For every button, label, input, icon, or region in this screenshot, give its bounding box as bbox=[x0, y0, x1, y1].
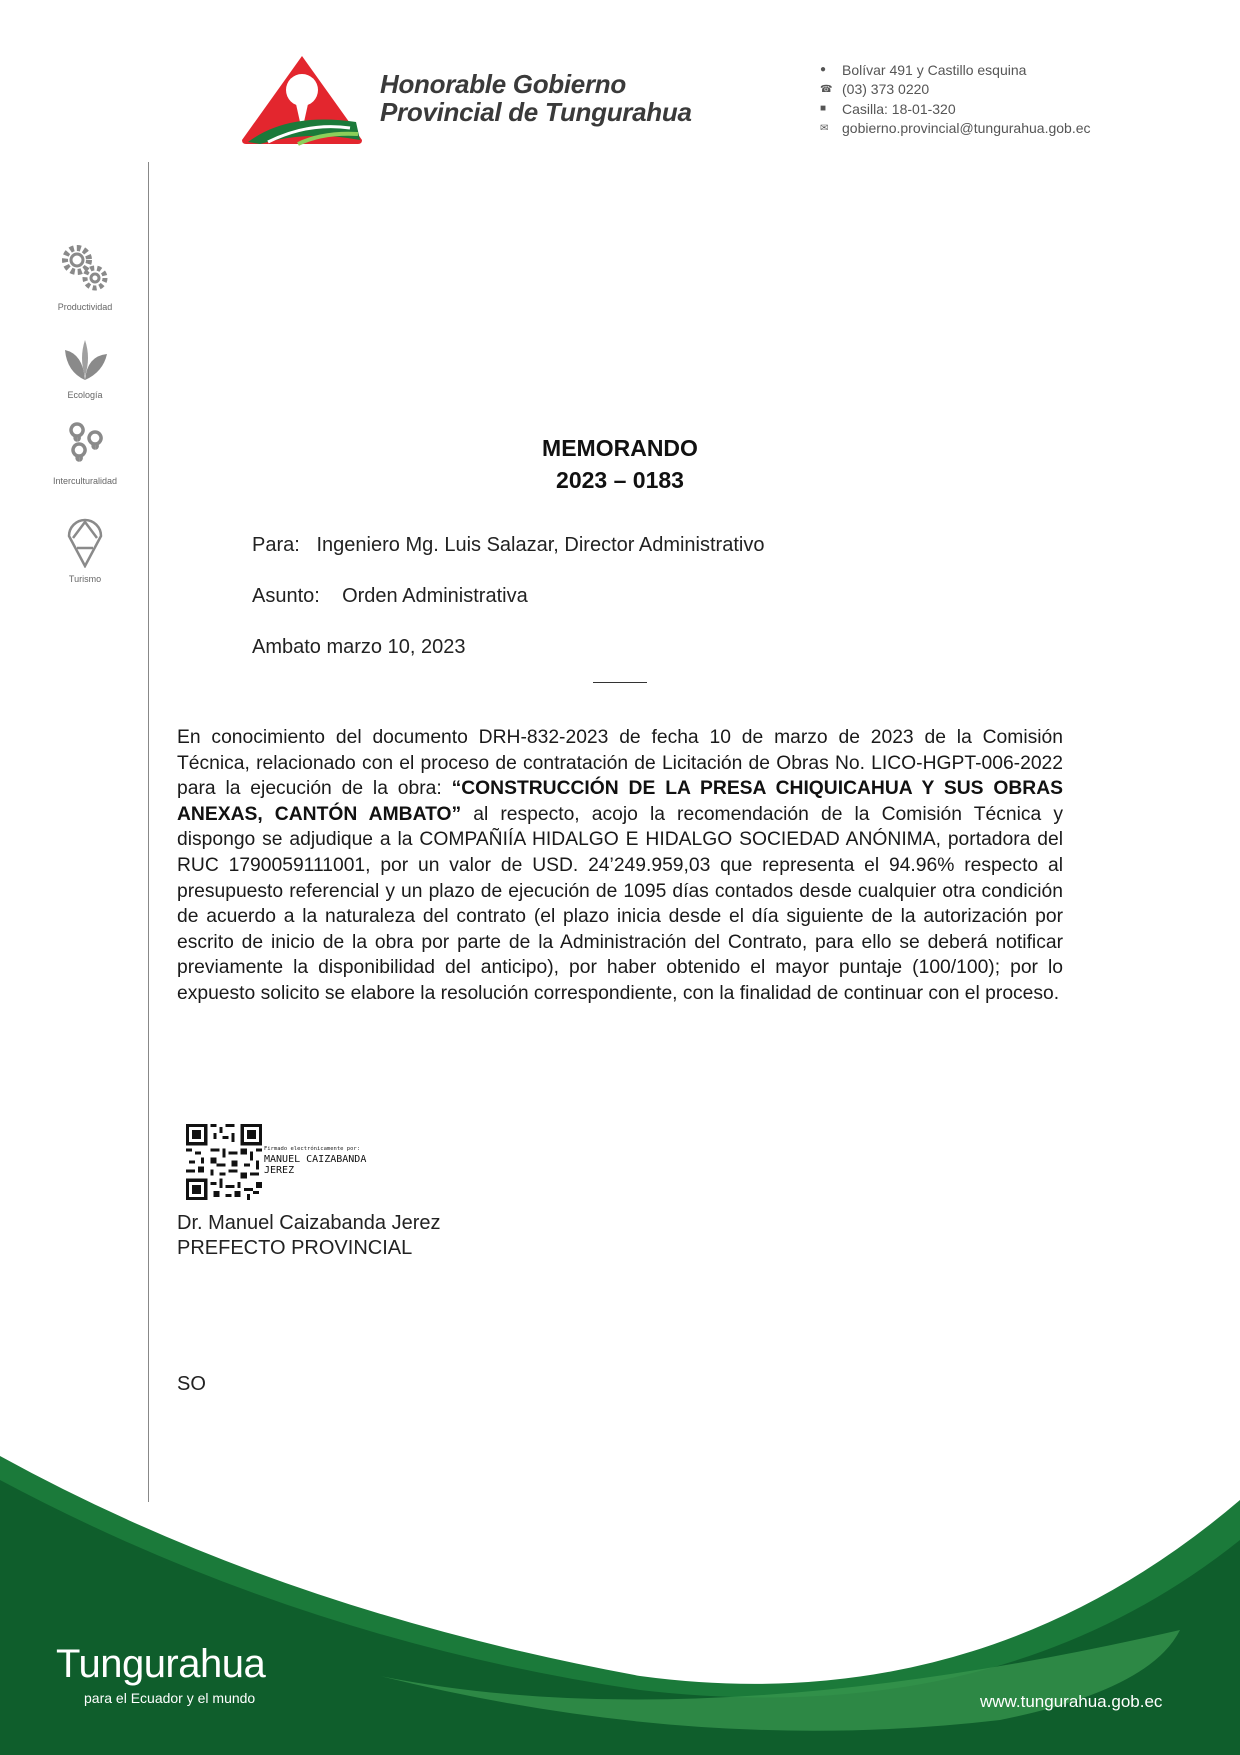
memo-body-bold: “CONSTRUCCIÓN DE LA PRESA CHIQUICAHUA Y SUS OBRAS ANEXAS, CANTÓN AMBATO” bbox=[177, 778, 1063, 825]
sidebar-label-turismo: Turismo bbox=[68, 574, 102, 584]
memo-place-date: Ambato marzo 10, 2023 bbox=[252, 636, 466, 658]
sidebar-item-turismo bbox=[40, 512, 130, 584]
org-name-line1: Honorable Gobierno bbox=[380, 69, 626, 99]
memo-to-label: Para: bbox=[252, 534, 300, 556]
envelope-icon: ✉ bbox=[820, 122, 829, 134]
mailbox-icon: ■ bbox=[820, 103, 827, 115]
location-pin-icon: ● bbox=[820, 64, 827, 76]
org-name bbox=[380, 70, 692, 126]
sidebar-item-interculturalidad bbox=[40, 422, 130, 486]
footer-brand: Tungurahua bbox=[56, 1642, 266, 1686]
memo-to bbox=[252, 534, 764, 557]
memo-body bbox=[177, 725, 1063, 1007]
memo-number: 2023 – 0183 bbox=[556, 467, 684, 493]
memo-body-part1: En conocimiento del documento DRH-832-2023 de fecha 10 de marzo de 2023 de la Comisión Técnica, relacionado con el proceso de contratación de Licitación de Obras No. LICO-HGPT-006-2022 para la ejecución de la obra: bbox=[177, 727, 1063, 800]
signature-qr-code bbox=[186, 1124, 262, 1200]
phone-icon: ☎ bbox=[820, 83, 833, 95]
memo-title: MEMORANDO bbox=[542, 435, 698, 461]
contact-phone: ☎ (03) 373 0220 bbox=[820, 81, 930, 98]
gears-icon bbox=[57, 240, 113, 296]
leaves-icon bbox=[57, 336, 113, 384]
signature-stamp-name-line2: JEREZ bbox=[264, 1165, 295, 1176]
contact-box: ■ Casilla: 18-01-320 bbox=[820, 100, 956, 117]
separator-line bbox=[593, 682, 647, 683]
contact-info bbox=[820, 60, 1091, 138]
contact-email: ✉ gobierno.provincial@tungurahua.gob.ec bbox=[820, 120, 1091, 137]
mountain-pin-icon bbox=[57, 512, 113, 568]
memo-subject-label: Asunto: bbox=[252, 585, 320, 607]
sidebar-label-productividad: Productividad bbox=[57, 302, 113, 312]
sidebar-item-productividad bbox=[40, 240, 130, 312]
signer-title: PREFECTO PROVINCIAL bbox=[177, 1237, 413, 1259]
footer-tagline: para el Ecuador y el mundo bbox=[84, 1690, 256, 1706]
signature-caption: Firmado electrónicamente por: bbox=[264, 1146, 361, 1152]
signer-block bbox=[177, 1211, 440, 1261]
gobierno-logo bbox=[238, 52, 366, 146]
memo-heading bbox=[420, 432, 820, 496]
memo-subject-value: Orden Administrativa bbox=[342, 585, 528, 607]
sidebar-item-ecologia bbox=[40, 336, 130, 400]
org-name-line2: Provincial de Tungurahua bbox=[380, 97, 692, 127]
signer-name: Dr. Manuel Caizabanda Jerez bbox=[177, 1212, 441, 1234]
signature-stamp-name bbox=[264, 1154, 366, 1176]
memo-subject bbox=[252, 585, 528, 608]
spirals-icon bbox=[57, 422, 113, 470]
footer-website-link[interactable]: www.tungurahua.gob.ec bbox=[980, 1692, 1163, 1711]
contact-address: ● Bolívar 491 y Castillo esquina bbox=[820, 61, 1027, 78]
sidebar-divider bbox=[148, 162, 149, 1502]
memo-to-value: Ingeniero Mg. Luis Salazar, Director Administrativo bbox=[316, 534, 765, 556]
signature-stamp-name-line1: MANUEL CAIZABANDA bbox=[264, 1154, 367, 1165]
author-initials: SO bbox=[177, 1373, 206, 1395]
memo-body-part2: al respecto, acojo la recomendación de la Comisión Técnica y dispongo se adjudique a la COMPAÑIÍA HIDALGO E HIDALGO SOCIEDAD ANÓNIMA, portadora del RUC 1790059111001, por un valor de USD. 24’249.959,03 que representa el 94.96% respecto al presupuesto referencial y un plazo de ejecución de 1095 días contados desde cualquier otra condición de acuerdo a la naturaleza del contrato (el plazo inicia desde el día siguiente de la autorización por escrito de inicio de la obra por parte de la Administración del Contrato, para ello se deberá notificar previamente la disponibilidad del anticipo), por haber obtenido el mayor puntaje (100/100); por lo expuesto solicito se elabore la resolución correspondiente, con la finalidad de continuar con el proceso. bbox=[177, 803, 1063, 1004]
sidebar-label-ecologia: Ecología bbox=[67, 390, 103, 400]
sidebar-label-interculturalidad: Interculturalidad bbox=[52, 476, 118, 486]
